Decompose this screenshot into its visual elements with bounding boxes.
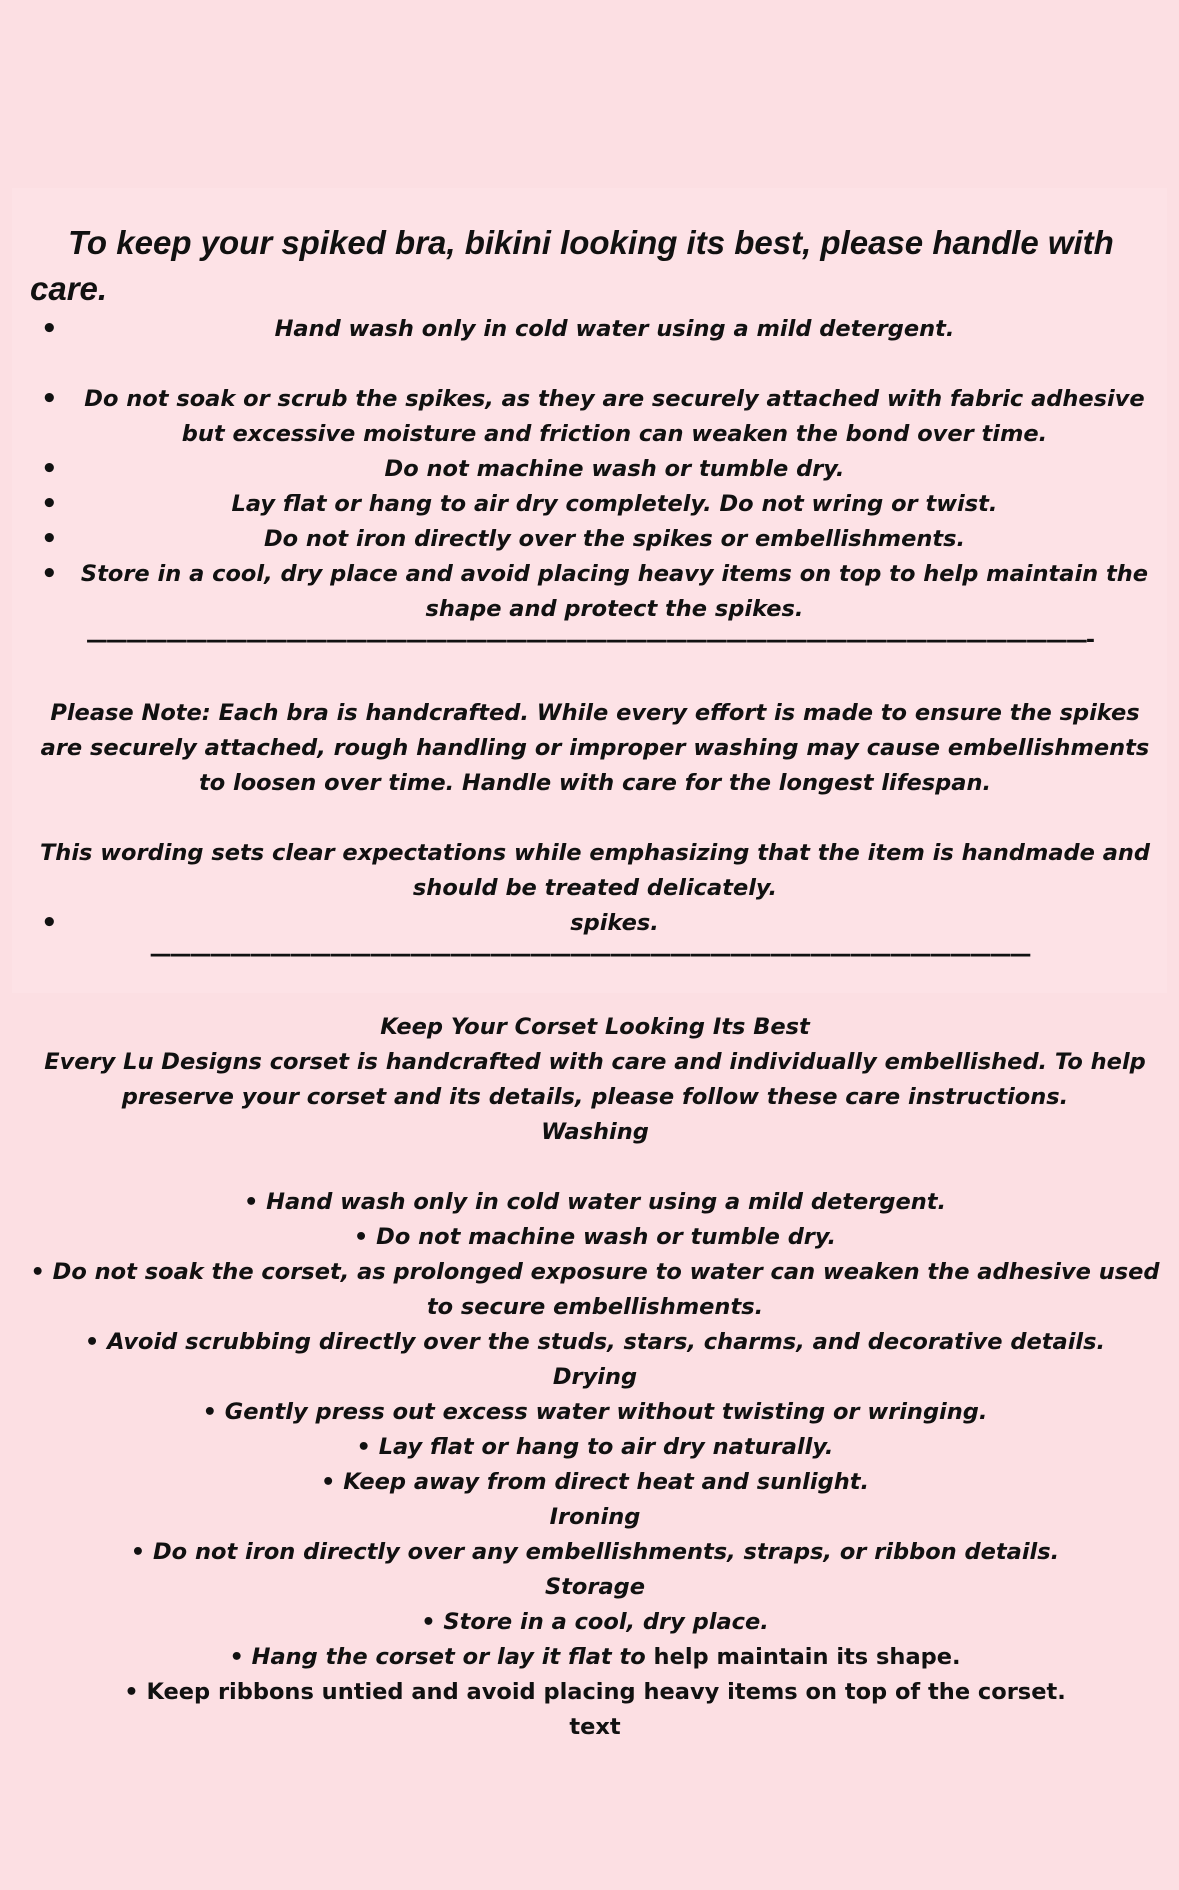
bullet-icon: • — [41, 489, 58, 519]
list-item — [0, 452, 1179, 487]
storage-item — [20, 1640, 1170, 1675]
list-item-text: Lay flat or hang to air dry completely. Do not wring or twist. — [231, 491, 998, 517]
list-item-text: Store in a cool, dry place and avoid placing heavy items on top to help maintain the shape and protect the spikes. — [80, 561, 1149, 622]
section-intro: Every Lu Designs corset is handcrafted with care and individually embellished. To help preserve your corset and its details, please follow these care instructions. — [44, 1049, 1146, 1110]
divider-rule: ———————————————————————————————————————————— — [149, 942, 1030, 967]
bullet-icon: • — [41, 384, 58, 414]
list-item — [0, 487, 1179, 522]
washing-item: • Hand wash only in cold water using a mild detergent. — [243, 1189, 947, 1215]
page-title: To keep your spiked bra, bikini looking its best, please handle with care. — [30, 224, 1114, 307]
list-item-text: Do not machine wash or tumble dry. — [384, 456, 845, 482]
washing-item: • Avoid scrubbing directly over the studs, stars, charms, and decorative details. — [84, 1329, 1106, 1355]
storage-item: • Store in a cool, dry place. — [421, 1609, 769, 1635]
list-item-text: Hand wash only in cold water using a mild detergent. — [274, 316, 955, 342]
list-item-text: Do not soak or scrub the spikes, as they are securely attached with fabric adhesive but excessive moisture and friction can weaken the bond over time. — [84, 386, 1145, 447]
subsection-heading-drying: Drying — [552, 1364, 638, 1390]
subsection-heading-ironing: Ironing — [549, 1504, 641, 1530]
bullet-icon: • — [41, 908, 58, 938]
bullet-icon: • — [41, 559, 58, 589]
spacer — [20, 1150, 1170, 1185]
ironing-item: • Do not iron directly over any embellishments, straps, or ribbon details. — [130, 1539, 1060, 1565]
drying-item: • Keep away from direct heat and sunlight. — [320, 1469, 870, 1495]
list-item — [0, 906, 1179, 941]
list-item — [0, 312, 1179, 347]
storage-item-plain-part: help maintain its shape. — [653, 1644, 961, 1670]
washing-item: • Do not soak the corset, as prolonged exposure to water can weaken the adhesive used to secure embellishments. — [30, 1259, 1160, 1320]
bullet-icon: • — [41, 524, 58, 554]
subsection-heading-storage: Storage — [544, 1574, 646, 1600]
storage-item: • Keep ribbons untied and avoid placing heavy items on top of the corset. — [124, 1679, 1066, 1705]
washing-item: • Do not machine wash or tumble dry. — [353, 1224, 837, 1250]
corset-care-section — [20, 1010, 1170, 1745]
care-list — [0, 312, 1179, 627]
drying-item: • Gently press out excess water without twisting or wringing. — [202, 1399, 988, 1425]
trailing-text: text — [569, 1714, 621, 1740]
section-heading: Keep Your Corset Looking Its Best — [380, 1014, 810, 1040]
wording-note: This wording sets clear expectations while emphasizing that the item is handmade and should be treated delicately. — [39, 840, 1151, 901]
drying-item: • Lay flat or hang to air dry naturally. — [356, 1434, 834, 1460]
subsection-heading-washing: Washing — [541, 1119, 649, 1145]
bullet-icon: • — [41, 454, 58, 484]
list-item — [0, 522, 1179, 557]
list-item — [0, 382, 1179, 452]
storage-item-italic-part: • Hang the corset or lay it flat to — [229, 1644, 654, 1670]
list-item — [0, 557, 1179, 627]
list-item-text: Do not iron directly over the spikes or embellishments. — [263, 526, 966, 552]
handcrafted-note: Please Note: Each bra is handcrafted. While every effort is made to ensure the spikes are securely attached, rough handling or improper washing may cause embellishments to loosen over time. Handle with care for the longest lifespan. — [40, 700, 1150, 796]
divider-rule: ——————————————————————————————————————————————————- — [85, 628, 1094, 653]
list-item-text: spikes. — [570, 910, 659, 936]
bullet-icon: • — [41, 314, 58, 344]
